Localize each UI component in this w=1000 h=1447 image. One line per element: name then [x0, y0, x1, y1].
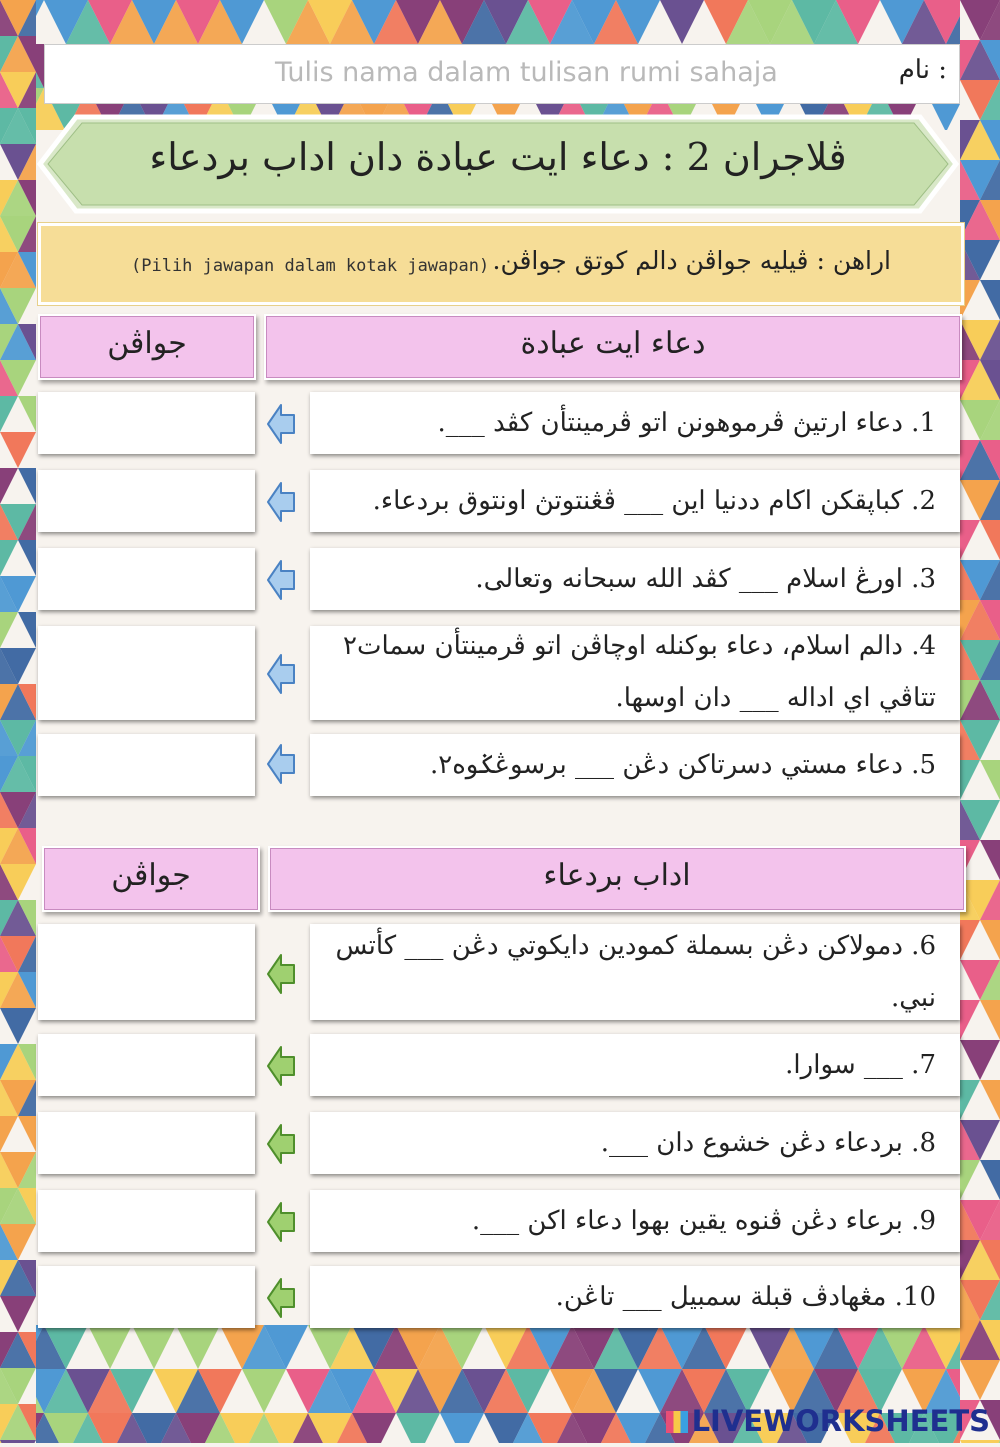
- arrow-left-icon: [266, 742, 296, 786]
- name-placeholder: Tulis nama dalam tulisan rumi sahaja: [275, 57, 778, 88]
- title-banner: [36, 113, 960, 215]
- section1-answer-header: [38, 314, 256, 380]
- answer-input-3[interactable]: [38, 548, 259, 612]
- question-row-8: [310, 1112, 960, 1174]
- arrow-left-icon: [266, 1122, 296, 1166]
- right-decoration: [960, 0, 1000, 1443]
- question-text-1: 1. دعاء ارتيڽ ڤرموهونن اتو ڤرمينتأن كڤد ___.: [437, 408, 936, 438]
- question-row-7: [310, 1034, 960, 1096]
- question-row-3: [310, 548, 960, 610]
- answer-input-9[interactable]: [38, 1190, 259, 1254]
- answer-box-4[interactable]: [38, 626, 255, 720]
- answer-input-7[interactable]: [38, 1034, 259, 1098]
- logo-text: LIVEWORKSHEETS: [691, 1404, 990, 1438]
- arrow-left-icon: [266, 480, 296, 524]
- instruction-english: (Pilih jawapan dalam kotak jawapan): [131, 256, 490, 276]
- question-row-1: [310, 392, 960, 454]
- instruction-box: [38, 223, 964, 305]
- question-row-2: [310, 470, 960, 532]
- question-row-5: [310, 734, 960, 796]
- arrow-left-icon: [266, 1276, 296, 1320]
- arrow-left-icon: [266, 1044, 296, 1088]
- question-text-6: 6. دمولاكن دڠن بسملة كمودين دايكوتي دڠن ___ كأتس نبي.: [335, 931, 936, 1013]
- question-text-8: 8. بردعاء دڠن خشوع دان ___.: [600, 1128, 936, 1158]
- name-bar: [44, 44, 960, 104]
- answer-box-2[interactable]: [38, 470, 255, 532]
- question-text-10: 10. مڠهادڤ قبلة سمبيل ___ تاڠن.: [555, 1282, 936, 1312]
- question-text-5: 5. دعاء مستي دسرتاكن دڠن ___ برسوڠݢوه٢.: [429, 750, 936, 780]
- answer-input-10[interactable]: [38, 1266, 259, 1330]
- arrow-left-icon: [266, 558, 296, 602]
- question-text-9: 9. برعاء دڠن ڤنوه يقين بهوا دعاء اكن ___.: [471, 1206, 936, 1236]
- liveworksheets-logo: [666, 1404, 990, 1440]
- question-text-3: 3. اورڠ اسلام ___ كڤد الله سبحانه وتعالى.: [475, 564, 936, 594]
- question-row-4: [310, 626, 960, 720]
- section2-main-header-label: اداب بردعاء: [543, 858, 691, 893]
- answer-input-1[interactable]: [38, 392, 259, 456]
- question-text-7: 7. ___ سوارا.: [785, 1050, 936, 1080]
- answer-box-1[interactable]: [38, 392, 255, 454]
- instruction-arabic: اراهن : ڤيليه جواڤن دالم كوتق جواڤن.: [492, 246, 891, 275]
- answer-input-4[interactable]: [38, 626, 259, 722]
- logo-icon: [666, 1411, 688, 1433]
- answer-input-2[interactable]: [38, 470, 259, 534]
- question-text-4: 4. دالم اسلام، دعاء بوكنله اوچاڤن اتو ڤرمينتأن سمات٢ تتاڤي اي اداله ___ دان اوسها.: [343, 631, 936, 713]
- section1-main-header-label: دعاء ايت عبادة: [520, 326, 706, 361]
- arrow-left-icon: [266, 402, 296, 446]
- left-decoration: [0, 0, 36, 1443]
- section2-main-header: [268, 846, 966, 912]
- answer-box-6[interactable]: [38, 924, 255, 1020]
- question-row-10: [310, 1266, 960, 1328]
- section2-answer-header: [42, 846, 260, 912]
- name-input[interactable]: [45, 45, 963, 105]
- section2-answer-header-label: جواڤن: [111, 858, 191, 893]
- section1-main-header: [264, 314, 962, 380]
- answer-box-5[interactable]: [38, 734, 255, 796]
- answer-box-8[interactable]: [38, 1112, 255, 1174]
- answer-box-9[interactable]: [38, 1190, 255, 1252]
- arrow-left-icon: [266, 952, 296, 996]
- question-text-2: 2. كباڽقكن اكام ددنيا اين ___ ڤڠنتوتڽ اونتوق بردعاء.: [372, 486, 936, 516]
- section1-answer-header-label: جواڤن: [107, 326, 187, 361]
- page-title: ڤلاجران 2 : دعاء ايت عبادة دان اداب بردعاء: [149, 135, 847, 179]
- arrow-left-icon: [266, 1200, 296, 1244]
- name-label: نام :: [898, 55, 947, 85]
- answer-input-8[interactable]: [38, 1112, 259, 1176]
- answer-box-7[interactable]: [38, 1034, 255, 1096]
- arrow-left-icon: [266, 652, 296, 696]
- answer-input-5[interactable]: [38, 734, 259, 798]
- answer-box-3[interactable]: [38, 548, 255, 610]
- question-row-9: [310, 1190, 960, 1252]
- answer-box-10[interactable]: [38, 1266, 255, 1328]
- answer-input-6[interactable]: [38, 924, 259, 1022]
- question-row-6: [310, 924, 960, 1020]
